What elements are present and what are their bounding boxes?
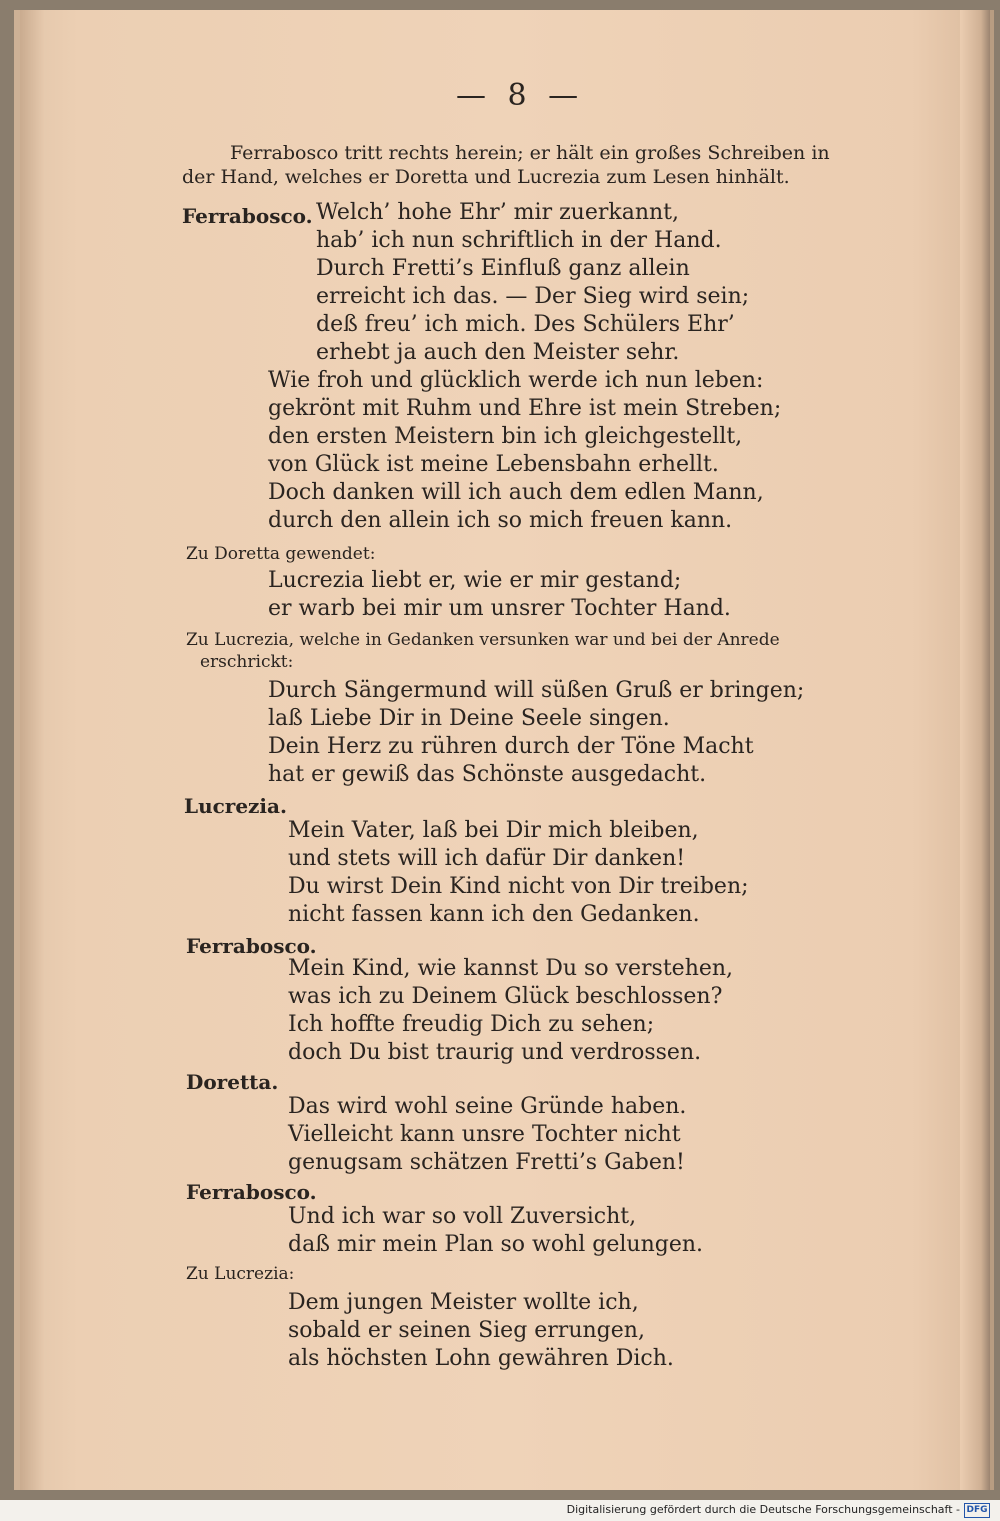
verse-line: gekrönt mit Ruhm und Ehre ist mein Streben; xyxy=(268,396,782,421)
verse-line: nicht fassen kann ich den Gedanken. xyxy=(288,902,700,927)
verse-line: Das wird wohl seine Gründe haben. xyxy=(288,1094,687,1119)
verse-line: sobald er seinen Sieg errungen, xyxy=(288,1318,645,1343)
verse-line: Dem jungen Meister wollte ich, xyxy=(288,1290,639,1315)
verse-line: was ich zu Deinem Glück beschlossen? xyxy=(288,984,723,1009)
verse-line: Welch’ hohe Ehr’ mir zuerkannt, xyxy=(316,200,679,225)
verse-line: und stets will ich dafür Dir danken! xyxy=(288,846,686,871)
stage-direction-line: Ferrabosco tritt rechts herein; er hält ein großes Schreiben in xyxy=(230,142,830,164)
verse-line: Doch danken will ich auch dem edlen Mann, xyxy=(268,480,764,505)
verse-line: Dein Herz zu rühren durch der Töne Macht xyxy=(268,734,754,759)
dfg-logo-icon: DFG xyxy=(964,1503,990,1518)
stage-direction-line: der Hand, welches er Doretta und Lucrezia zum Lesen hinhält. xyxy=(182,166,790,188)
verse-line: erhebt ja auch den Meister sehr. xyxy=(316,340,680,365)
verse-line: Mein Vater, laß bei Dir mich bleiben, xyxy=(288,818,699,843)
verse-line: durch den allein ich so mich freuen kann. xyxy=(268,508,733,533)
verse-line: doch Du bist traurig und verdrossen. xyxy=(288,1040,702,1065)
stage-direction: Zu Doretta gewendet: xyxy=(186,544,376,564)
verse-line: erreicht ich das. — Der Sieg wird sein; xyxy=(316,284,750,309)
verse-line: Vielleicht kann unsre Tochter nicht xyxy=(288,1122,681,1147)
footer-bar xyxy=(0,1500,1000,1521)
verse-line: Du wirst Dein Kind nicht von Dir treiben; xyxy=(288,874,749,899)
page-right-edge xyxy=(960,10,990,1490)
verse-line: Lucrezia liebt er, wie er mir gestand; xyxy=(268,568,682,593)
verse-line: hab’ ich nun schriftlich in der Hand. xyxy=(316,228,722,253)
verse-line: Mein Kind, wie kannst Du so verstehen, xyxy=(288,956,734,981)
verse-line: deß freu’ ich mich. Des Schülers Ehr’ xyxy=(316,312,735,337)
page-left-edge xyxy=(20,10,44,1490)
stage-direction: erschrickt: xyxy=(200,652,294,672)
verse-line: den ersten Meistern bin ich gleichgestellt, xyxy=(268,424,743,449)
verse-line: Und ich war so voll Zuversicht, xyxy=(288,1204,637,1229)
verse-line: laß Liebe Dir in Deine Seele singen. xyxy=(268,706,670,731)
verse-line: genugsam schätzen Fretti’s Gaben! xyxy=(288,1150,685,1175)
verse-line: Durch Sängermund will süßen Gruß er bringen; xyxy=(268,678,805,703)
speaker-label: Ferrabosco. xyxy=(186,1180,317,1204)
stage-direction: Zu Lucrezia: xyxy=(186,1264,295,1284)
speaker-label: Doretta. xyxy=(186,1070,279,1094)
speaker-label: Ferrabosco. xyxy=(186,934,317,958)
verse-line: Durch Fretti’s Einfluß ganz allein xyxy=(316,256,690,281)
verse-line: von Glück ist meine Lebensbahn erhellt. xyxy=(268,452,719,477)
verse-line: Wie froh und glücklich werde ich nun leben: xyxy=(268,368,764,393)
verse-line: daß mir mein Plan so wohl gelungen. xyxy=(288,1232,704,1257)
verse-line: Ich hoffte freudig Dich zu sehen; xyxy=(288,1012,655,1037)
verse-line: als höchsten Lohn gewähren Dich. xyxy=(288,1346,674,1371)
verse-line: hat er gewiß das Schönste ausgedacht. xyxy=(268,762,707,787)
verse-line: er warb bei mir um unsrer Tochter Hand. xyxy=(268,596,731,621)
speaker-label: Lucrezia. xyxy=(184,794,287,818)
funding-notice: Digitalisierung gefördert durch die Deutsche Forschungsgemeinschaft - xyxy=(566,1503,960,1516)
stage-direction: Zu Lucrezia, welche in Gedanken versunken war und bei der Anrede xyxy=(186,630,780,650)
speaker-label: Ferrabosco. xyxy=(182,204,313,228)
page-number: — 8 — xyxy=(456,78,585,113)
